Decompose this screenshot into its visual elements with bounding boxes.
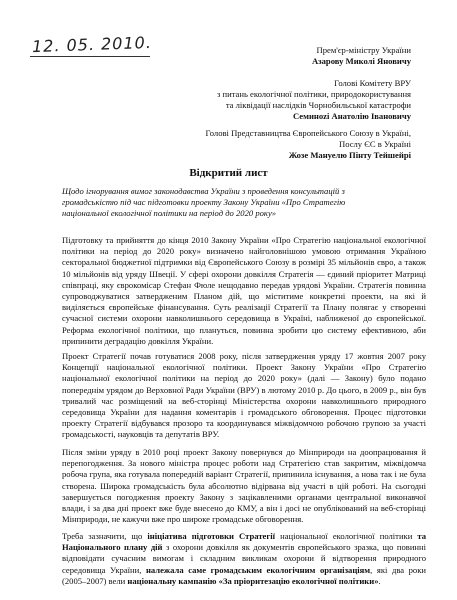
handwritten-date: 12. 05. 2010. — [31, 32, 153, 57]
recipient-title: Голові Комітету ВРУ — [334, 78, 411, 88]
paragraph-4-bold: національну кампанію «За пріоритезацію екологічної політики» — [127, 575, 379, 586]
date-underline — [30, 56, 150, 57]
paragraph-2: Проект Стратегії почав готуватися 2008 року, після затвердження уряду 17 жовтня 2007 року Концепції національної екологічної політики. Проект Закону України «Про Стратегію національної екологічної політики на період до 2020 року» (далі — Закону) було подано попереднім урядом до Верховної Ради України (ВРУ) в лютому 2010 р. До цього, в 2009 р., він був тривалий час розміщений на веб-сторінці Міністерства охорони навколишнього природного середовища України для надання коментарів і громадського обговорення. Процес підготовки проекту Стратегії відбувався прозоро та координувався міжвідомчою робочою групою за участі громадськості, науковців та депутатів ВРУ. — [62, 351, 426, 440]
paragraph-4-text: з охорони довкілля як документів європейського зразка, що повинні відповідати сучасним вимогам і складним викликам охорони й відтворення природного середовища України, — [62, 542, 426, 575]
letter-title: Відкритий лист — [189, 167, 268, 179]
recipient-title-line2: з питань екологічної політики, природокористування — [216, 89, 411, 99]
recipient-name: Азарову Миколі Яновичу — [311, 56, 411, 66]
paragraph-4-text: . — [378, 575, 381, 586]
paragraph-4-bold: ініціатива підготовки Стратегії — [147, 531, 276, 541]
recipient-title: Голові Представництва Європейського Союзу в Україні, — [205, 128, 411, 138]
paragraph-4-bold: належала саме громадським екологічним організаціям — [145, 564, 371, 575]
recipient-title: Прем'єр-міністру України — [316, 45, 411, 55]
recipient-prime-minister — [312, 45, 411, 67]
paragraph-4-text: Треба зазначити, що — [62, 531, 148, 541]
recipient-committee-head — [217, 78, 411, 122]
recipient-title-line2: Послу ЄС в Україні — [338, 139, 411, 149]
paragraph-1: Підготовку та прийняття до кінця 2010 Закону України «Про Стратегію національної екологічної політики на період до 2020 року» визначено найголовнішою умовою отримання Україною секторальної бюджетної підтримки від Європейського Союзу в розмірі 35 мільйонів євро, а також 10 мільйонів від уряду Швеції. У сфері охорони довкілля Стратегія — єдиний пріоритет Матриці співпраці, яку єврокомісар Стефан Фюле нещодавно передав урядові України. Стратегія повинна супроводжуватися затвердженим Планом дій, що міститиме конкретні проекти, на які й виділяється європейське фінансування. Суть реалізації Стратегії та Плану полягає у створенні сучасної системи охорони навколишнього середовища в Україні, наближеної до європейської. Реформа екологічної політики, що плануться, повинна зробити цю систему ефективною, аби припинити деградацію довкілля України. — [62, 235, 426, 346]
recipient-title-line3: та ліквідації наслідків Чорнобильської катастрофи — [225, 100, 411, 110]
paragraph-4-text: національної екологічної політики — [275, 531, 418, 541]
letter-subject: Щодо ігнорування вимог законодавства України з проведення консультацій з громадськістю під час підготовки проекту Закону України «Про Стратегію національної екологічної політики на період до 2020 року» — [62, 186, 346, 218]
paragraph-4-bold: та Національного плану дій — [62, 531, 426, 553]
recipient-name: Жозе Мануелю Пінту Тейшейрі — [288, 150, 411, 160]
recipient-name: Семиноzі Анатолію Івановичу — [292, 111, 411, 121]
recipient-eu-ambassador — [206, 128, 411, 161]
paragraph-4-text: , які два роки (2005–2007) вели — [62, 564, 426, 586]
paragraph-4 — [62, 531, 426, 587]
paragraph-3: Після зміни уряду в 2010 році проект Закону повернувся до Мінприроди на доопрацювання й перепогодження. За нового міністра процес роботи над Стратегією став закритим, міжвідомча робоча група, яка готувала попередній варіант Стратегії, припинила існування, а нова так і не була створена. Широка громадськість була абсолютно відірвана від участі в цій роботі. На сьогодні завершується погодження проекту Закону з зацікавленими органами центральної виконавчої влади, і за два дні проект вже буде внесено до КМУ, а він і досі не опублікований на веб-сторінці Мінприроди, не кажучи вже про широке громадське обговорення. — [62, 447, 426, 525]
